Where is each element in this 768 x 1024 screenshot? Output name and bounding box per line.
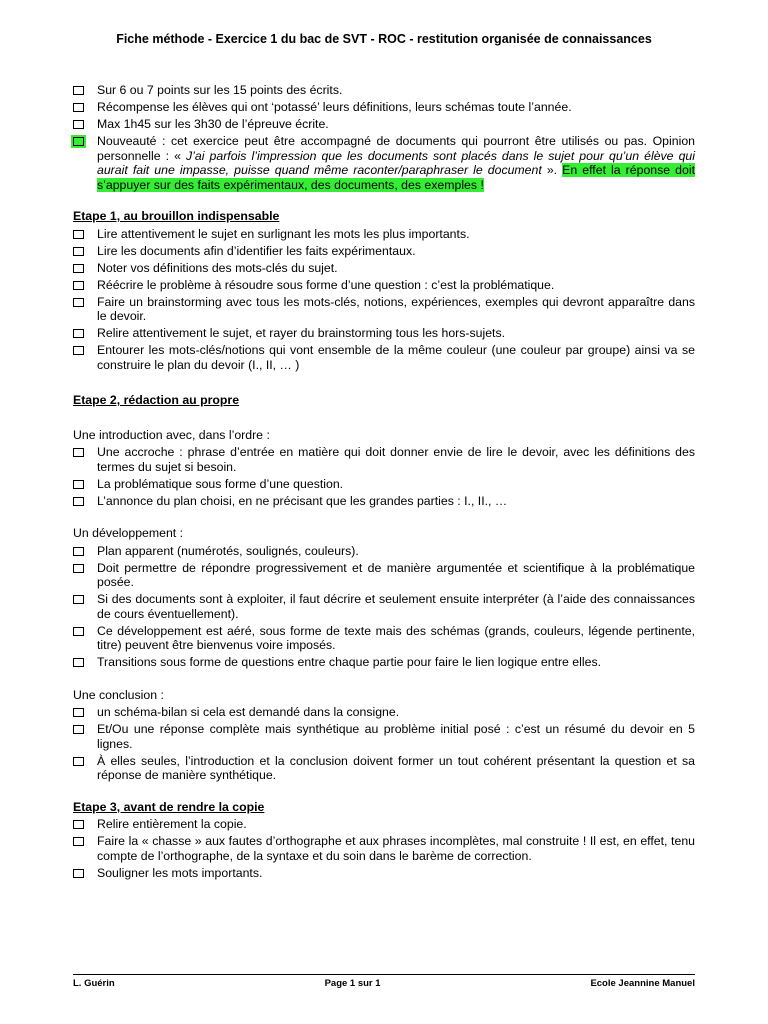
checkbox-icon [73, 346, 84, 355]
developpement-list [73, 544, 695, 670]
footer-school: Ecole Jeannine Manuel [590, 978, 695, 989]
list-item: Réécrire le problème à résoudre sous forme d’une question : c’est la problématique. [73, 278, 695, 293]
checkbox-icon [73, 264, 84, 273]
highlighted-text: En effet la réponse doit s’appuyer sur des faits expérimentaux, des documents, des exemples ! [97, 163, 696, 192]
checkbox-icon [73, 595, 84, 604]
etape3-list [73, 817, 695, 880]
checkbox-icon [73, 820, 84, 829]
footer-page-number: Page 1 sur 1 [324, 978, 381, 989]
page-footer [73, 977, 695, 992]
list-item: Une accroche : phrase d’entrée en matière qui doit donner envie de lire le devoir, avec les définitions des termes du sujet si besoin. [73, 445, 695, 474]
checkbox-icon [73, 708, 84, 717]
list-item: Ce développement est aéré, sous forme de texte mais des schémas (grands, couleurs, légende pertinente, titre) peuvent être bienvenus voire imposés. [73, 624, 695, 653]
list-item: Et/Ou une réponse complète mais synthétique au problème initial posé : c’est un résumé du devoir en 5 lignes. [73, 722, 695, 751]
checkbox-icon [73, 869, 84, 878]
introduction-label: Une introduction avec, dans l’ordre : [73, 427, 270, 442]
etape1-list [73, 227, 695, 373]
list-item: Transitions sous forme de questions entre chaque partie pour faire le lien logique entre elles. [73, 655, 695, 670]
section-heading-etape3: Etape 3, avant de rendre la copie [73, 799, 265, 814]
footer-divider [73, 974, 695, 975]
checkbox-icon [73, 658, 84, 667]
list-item: Sur 6 ou 7 points sur les 15 points des écrits. [73, 83, 695, 98]
checkbox-icon [73, 837, 84, 846]
list-item: Faire la « chasse » aux fautes d’orthographe et aux phrases incomplètes, mal construite ! Il est, en effet, tenu compte de l’orthographe, de la syntaxe et du soin dans le barème de correction. [73, 834, 695, 863]
checkbox-icon [73, 725, 84, 734]
section-heading-etape2: Etape 2, rédaction au propre [73, 393, 240, 407]
list-item: Si des documents sont à exploiter, il faut décrire et seulement ensuite interpréter (à l’aide des connaissances de cours éventuellement). [73, 592, 695, 621]
page-title: Fiche méthode - Exercice 1 du bac de SVT - ROC - restitution organisée de connaissances [116, 32, 652, 46]
checkbox-icon [73, 497, 84, 506]
quote-text: J’ai parfois l’impression que les documents sont placés dans le sujet pour qu’un élève qui aurait fait une impasse, puisse quand même raconter/paraphraser le document [97, 148, 695, 177]
checkbox-icon [73, 329, 84, 338]
checkbox-icon [73, 137, 84, 146]
list-item: un schéma-bilan si cela est demandé dans la consigne. [73, 705, 695, 720]
checkbox-icon [73, 247, 84, 256]
list-item: Lire les documents afin d’identifier les faits expérimentaux. [73, 244, 695, 259]
checkbox-icon [73, 564, 84, 573]
checkbox-icon [73, 103, 84, 112]
list-item: Doit permettre de répondre progressivement et de manière argumentée et scientifique à la problématique posée. [73, 561, 695, 590]
list-item: Plan apparent (numérotés, soulignés, couleurs). [73, 544, 695, 559]
list-item: Relire entièrement la copie. [73, 817, 695, 832]
introduction-list [73, 445, 695, 508]
checkbox-icon [73, 86, 84, 95]
list-item: Relire attentivement le sujet, et rayer du brainstorming tous les hors-sujets. [73, 326, 695, 341]
checkbox-icon [73, 627, 84, 636]
checkbox-icon [73, 757, 84, 766]
conclusion-label: Une conclusion : [73, 687, 164, 702]
checkbox-icon [73, 298, 84, 307]
list-item: Lire attentivement le sujet en surlignant les mots les plus importants. [73, 227, 695, 242]
list-item: Noter vos définitions des mots-clés du sujet. [73, 261, 695, 276]
checkbox-icon [73, 480, 84, 489]
list-item: L’annonce du plan choisi, en ne précisant que les grandes parties : I., II., … [73, 494, 695, 509]
checkbox-icon [73, 547, 84, 556]
conclusion-list [73, 705, 695, 783]
list-item: Souligner les mots importants. [73, 866, 695, 881]
list-item: Max 1h45 sur les 3h30 de l’épreuve écrite. [73, 117, 695, 132]
list-item: La problématique sous forme d’une question. [73, 477, 695, 492]
checkbox-icon [73, 230, 84, 239]
list-item: Faire un brainstorming avec tous les mots-clés, notions, expériences, exemples qui devront apparaître dans le devoir. [73, 295, 695, 324]
footer-author: L. Guérin [73, 978, 115, 989]
document-body [73, 83, 695, 883]
section-heading-etape1: Etape 1, au brouillon indispensable [73, 209, 280, 223]
list-item-nouveaute: Nouveauté : cet exercice peut être accompagné de documents qui pourront être utilisés ou pas. Opinion personnelle : « J’ai parfois l’impression que les documents sont placés dans le sujet pour qu’un élève qui aurait fait une impasse, puisse quand même raconter/paraphraser le document ». En effet la réponse doit s’appuyer sur des faits expérimentaux, des documents, des exemples ! [73, 134, 695, 192]
list-item: À elles seules, l’introduction et la conclusion doivent former un tout cohérent présentant la question et sa réponse de manière synthétique. [73, 754, 695, 783]
checkbox-icon [73, 281, 84, 290]
list-item: Récompense les élèves qui ont ‘potassé’ leurs définitions, leurs schémas toute l’année. [73, 100, 695, 115]
checkbox-icon [73, 120, 84, 129]
list-item: Entourer les mots-clés/notions qui vont ensemble de la même couleur (une couleur par groupe) ainsi va se construire le plan du devoir (I., II, … ) [73, 343, 695, 372]
checkbox-icon [73, 448, 84, 457]
developpement-label: Un développement : [73, 526, 184, 540]
